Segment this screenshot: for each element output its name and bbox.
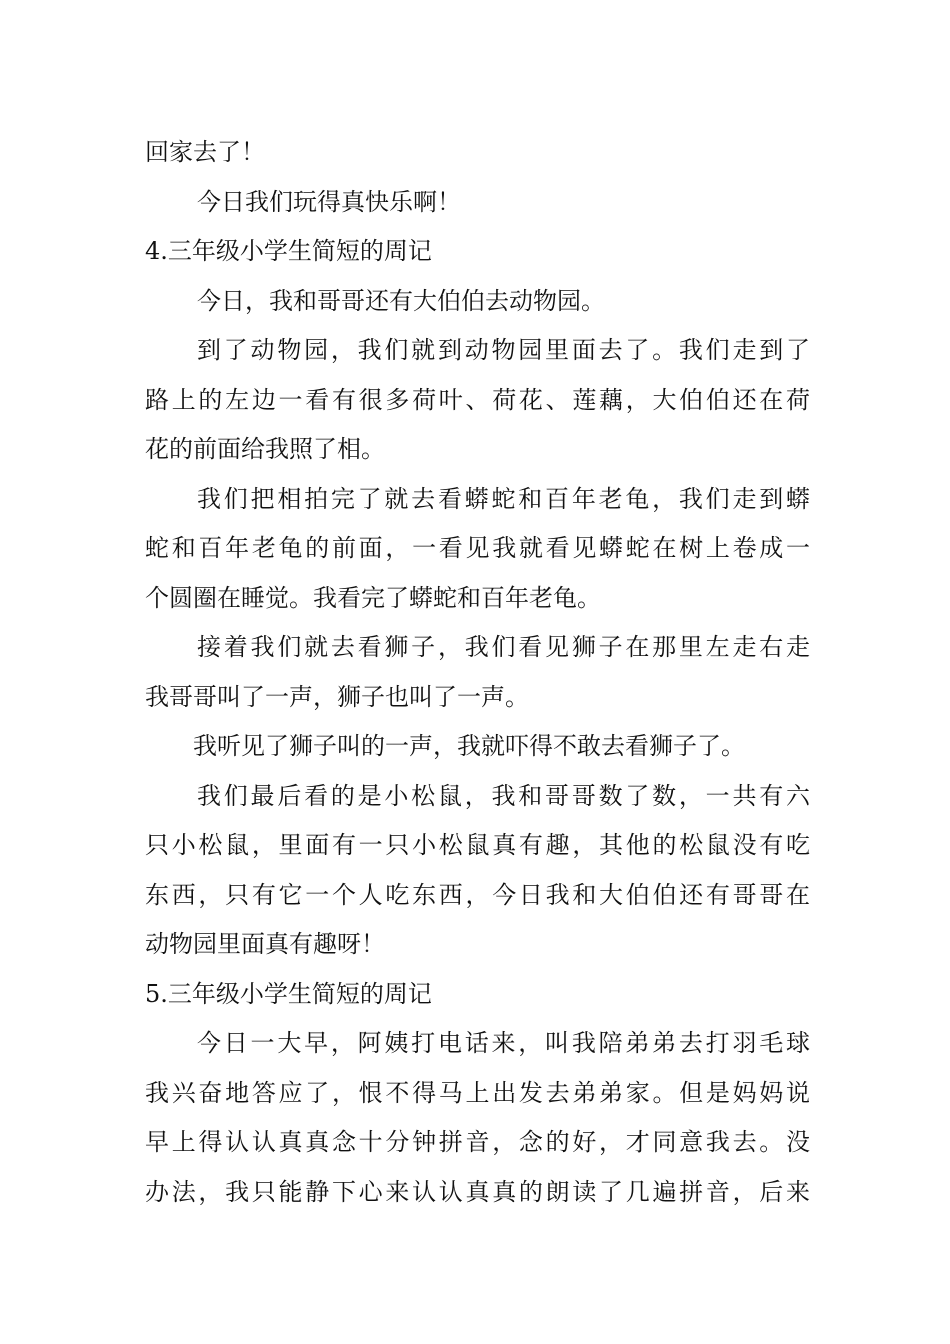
text-line: 办法，我只能静下心来认认真真的朗读了几遍拼音，后来 [145, 1177, 810, 1206]
text-line: 花的前面给我照了相。 [145, 435, 385, 463]
text-line: 今日我们玩得真快乐啊！ [197, 187, 461, 216]
text-line: 我听见了狮子叫的一声，我就吓得不敢去看狮子了。 [193, 732, 745, 760]
text-line: 回家去了！ [145, 138, 265, 166]
text-line: 接着我们就去看狮子，我们看见狮子在那里左走右走 [197, 633, 810, 661]
section-heading: 4.三年级小学生简短的周记 [145, 237, 432, 265]
text-line: 我哥哥叫了一声，狮子也叫了一声。 [145, 682, 529, 711]
document-body [145, 128, 810, 1217]
text-line: 我们把相拍完了就去看蟒蛇和百年老龟，我们走到蟒 [197, 484, 810, 513]
text-line: 到了动物园，我们就到动物园里面去了。我们走到了 [197, 336, 810, 364]
text-line: 路上的左边一看有很多荷叶、荷花、莲藕，大伯伯还在荷 [145, 385, 810, 414]
text-line: 今日，我和哥哥还有大伯伯去动物园。 [197, 286, 605, 315]
text-line: 今日一大早，阿姨打电话来，叫我陪弟弟去打羽毛球 [197, 1029, 810, 1057]
text-line: 只小松鼠，里面有一只小松鼠真有趣，其他的松鼠没有吃 [145, 831, 810, 859]
text-line: 早上得认认真真念十分钟拼音，念的好，才同意我去。没 [145, 1128, 810, 1156]
text-line: 动物园里面真有趣呀！ [145, 930, 385, 958]
text-line: 个圆圈在睡觉。我看完了蟒蛇和百年老龟。 [145, 583, 601, 612]
text-line: 东西，只有它一个人吃东西，今日我和大伯伯还有哥哥在 [145, 880, 810, 909]
text-line: 我们最后看的是小松鼠，我和哥哥数了数，一共有六 [197, 781, 810, 810]
text-line: 蛇和百年老龟的前面，一看见我就看见蟒蛇在树上卷成一 [145, 534, 810, 562]
section-heading: 5.三年级小学生简短的周记 [145, 979, 432, 1008]
text-line: 我兴奋地答应了，恨不得马上出发去弟弟家。但是妈妈说 [145, 1078, 810, 1107]
